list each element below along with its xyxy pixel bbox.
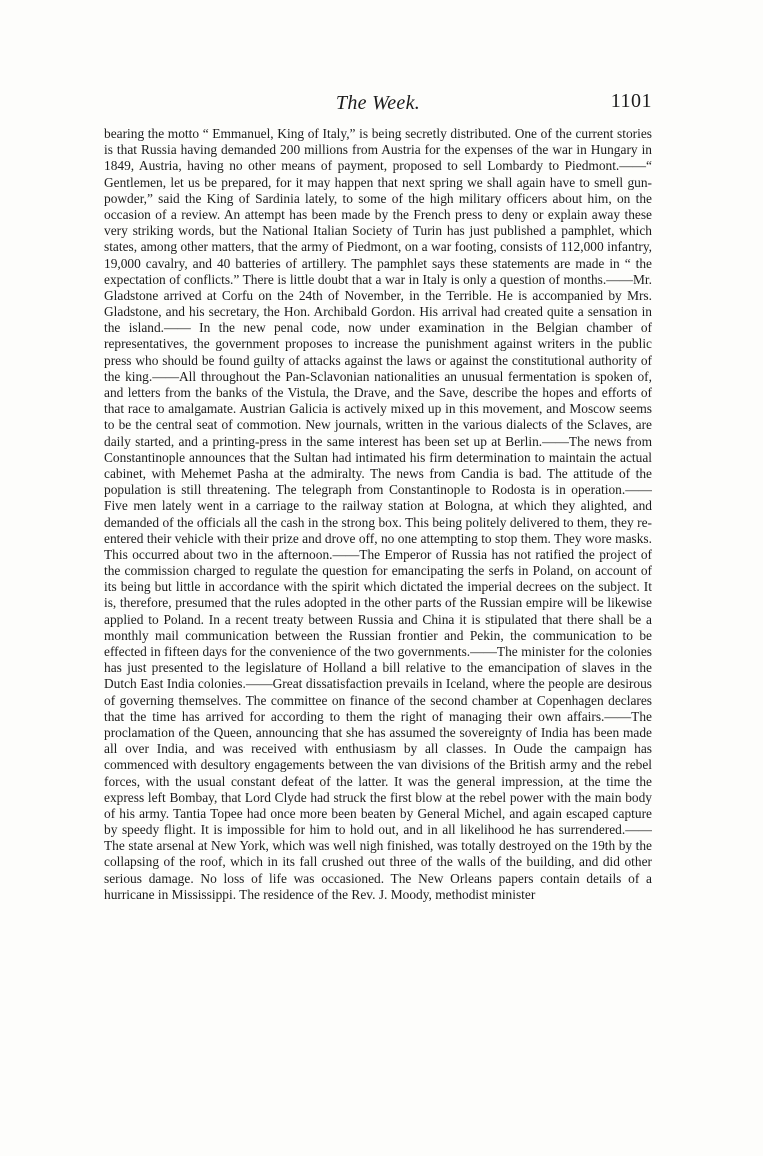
- page-header: [104, 88, 652, 116]
- article-text: bearing the motto “ Emmanuel, King of Italy,” is being secretly distributed. One of the current stories is that Russia having demanded 200 millions from Austria for the expenses of the war in Hungary in 1849, Austria, having no other means of payment, proposed to sell Lombardy to Piedmont.——“ Gentlemen, let us be prepared, for it may happen that next spring we shall again have to smell gun-powder,” said the King of Sardinia lately, to some of the high military officers about him, on the occasion of a review. An attempt has been made by the French press to deny or explain away these very striking words, but the National Italian Society of Turin has just published a pamphlet, which states, among other matters, that the army of Piedmont, on a war footing, consists of 112,000 infantry, 19,000 cavalry, and 40 batteries of artillery. The pamphlet says these statements are made in “ the expectation of conflicts.” There is little doubt that a war in Italy is only a question of months.——Mr. Gladstone arrived at Corfu on the 24th of November, in the Terrible. He is accompanied by Mrs. Gladstone, and his secretary, the Hon. Archibald Gordon. His arrival had created quite a sensation in the island.—— In the new penal code, now under examination in the Belgian chamber of representatives, the government proposes to increase the punishment against writers in the public press who should be found guilty of attacks against the laws or against the constitutional authority of the king.——All throughout the Pan-Sclavonian nationalities an unusual fermentation is spoken of, and letters from the banks of the Vistula, the Drave, and the Save, describe the hopes and efforts of that race to amalgamate. Austrian Galicia is actively mixed up in this movement, and Moscow seems to be the central seat of commotion. New journals, written in the various dialects of the Sclaves, are daily started, and a printing-press in the same interest has been set up at Berlin.——The news from Constantinople announces that the Sultan had intimated his firm determination to maintain the actual cabinet, with Mehemet Pasha at the admiralty. The news from Candia is bad. The attitude of the population is still threatening. The telegraph from Constantinople to Rodosta is in operation.—— Five men lately went in a carriage to the railway station at Bologna, at which they alighted, and demanded of the officials all the cash in the strong box. This being politely delivered to them, they re-entered their vehicle with their prize and drove off, no one attempting to stop them. They wore masks. This occurred about two in the afternoon.——The Emperor of Russia has not ratified the project of the commission charged to regulate the question for emancipating the serfs in Poland, on account of its being but little in accordance with the spirit which dictated the imperial decrees on the subject. It is, therefore, presumed that the rules adopted in the other parts of the Russian empire will be likewise applied to Poland. In a recent treaty between Russia and China it is stipulated that there shall be a monthly mail communication between the Russian frontier and Pekin, the communication to be effected in fifteen days for the convenience of the two governments.——The minister for the colonies has just presented to the legislature of Holland a bill relative to the emancipation of slaves in the Dutch East India colonies.——Great dissatisfaction prevails in Iceland, where the people are desirous of governing themselves. The committee on finance of the second chamber at Copenhagen declares that the time has arrived for according to them the right of managing their own affairs.——The proclamation of the Queen, announcing that she has assumed the sovereignty of India has been made all over India, and was received with enthusiasm by all classes. In Oude the campaign has commenced with desultory engagements between the van divisions of the British army and the rebel forces, with the usual constant defeat of the latter. It was the general impression, at the time the express left Bombay, that Lord Clyde had struck the first blow at the rebel power with the main body of his army. Tantia Topee had once more been beaten by General Michel, and again escaped capture by speedy flight. It is impossible for him to hold out, and in all likelihood he has surrendered.——The state arsenal at New York, which was well nigh finished, was totally destroyed on the 19th by the collapsing of the roof, which in its fall crushed out three of the walls of the building, and did other serious damage. No loss of life was occasioned. The New Orleans papers contain details of a hurricane in Mississippi. The residence of the Rev. J. Moody, methodist minister: [104, 126, 652, 902]
- page-number: 1101: [610, 90, 652, 112]
- article-column: [104, 126, 652, 1112]
- running-title: The Week.: [335, 92, 421, 114]
